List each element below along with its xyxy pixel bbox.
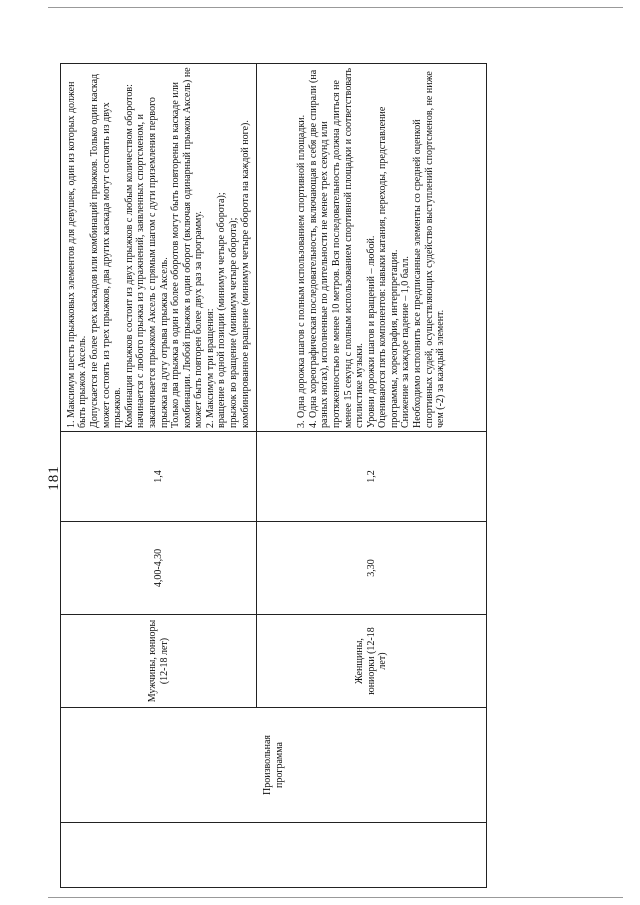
requirement-line: вращение в одной позиции (минимум четыре оборота);: [216, 192, 228, 428]
requirements-cell: [257, 64, 487, 432]
requirement-line: Оцениваются пять компонентов: навыки катания, переходы, представление программы, хореография, интерпретация.: [377, 106, 400, 428]
requirement-line: Необходимо исполнить все предписанные элементы со средней оценкой спортивных судей, осуществляющих судейство выступлений спортсменов, не ниже чем (-2) за каждый элемент.: [412, 71, 447, 428]
coefficient-cell: 1,2: [257, 432, 487, 522]
requirement-line: Допускается не более трех каскадов или комбинаций прыжков. Только один каскад может состоять из трех прыжков, два других каскада могут состоять из двух прыжков.: [88, 73, 124, 428]
coefficient-cell: 1,4: [61, 432, 257, 522]
requirements-cell: [61, 64, 257, 432]
requirement-line: 4. Одна хореографическая последовательность, включающая в себя две спирали (на разных ногах), исполненные по длительности не менее трех секунд или протяженностью не менее 10 метров. Вся последовательность должна длиться не менее 15 секунд с полным использованием спортивной площадки и соответствовать стилистике музыки.: [307, 67, 366, 428]
requirement-line: Снижение за каждое падение – 1,0 балл.: [400, 256, 412, 428]
requirement-line: комбинированное вращение (минимум четыре оборота на каждой ноге).: [239, 120, 251, 428]
time-cell: 4,00-4,30: [61, 522, 257, 615]
requirement-line: 3. Одна дорожка шагов с полным использованием спортивной площадки.: [296, 114, 308, 428]
rotated-page: [46, 64, 495, 888]
requirement-line: Комбинация прыжков состоит из двух прыжков с любым количеством оборотов: начинается с любого прыжка из упражнений, заявленных спортсменом, и заканчивается прыжком Аксель с прямым шагом с дуги приземления первого прыжка на дугу отрыва прыжка Аксель.: [123, 84, 170, 428]
requirement-line: Только два прыжка в один и более оборотов могут быть повторены в каскаде или комбинации. Любой прыжок в один оборот (включая одинарный прыжок Аксель) не может быть повторен более двух раз за программу.: [170, 67, 205, 428]
table-row: [61, 64, 257, 888]
requirements-table: [60, 63, 487, 888]
requirement-line: прыжок во вращение (минимум четыре оборота);: [228, 217, 240, 428]
category-cell: Мужчины, юниоры (12-18 лет): [61, 615, 257, 708]
time-cell: 3,30: [257, 522, 487, 615]
empty-cell: [61, 823, 487, 888]
requirement-line: 2. Максимум три вращения:: [204, 308, 216, 428]
requirement-line: Уровни дорожки шагов и вращений – любой.: [365, 235, 377, 428]
program-label: Произвольная программа: [61, 708, 487, 823]
page-number: 181: [46, 465, 62, 491]
scan-edge-bottom: [48, 897, 623, 898]
scan-edge-top: [48, 7, 623, 8]
category-cell: Женщины, юниорки (12-18 лет): [257, 615, 487, 708]
requirement-line: 1. Максимум шесть прыжковых элементов для девушек, один из которых должен быть прыжок Аксель.: [65, 81, 89, 428]
